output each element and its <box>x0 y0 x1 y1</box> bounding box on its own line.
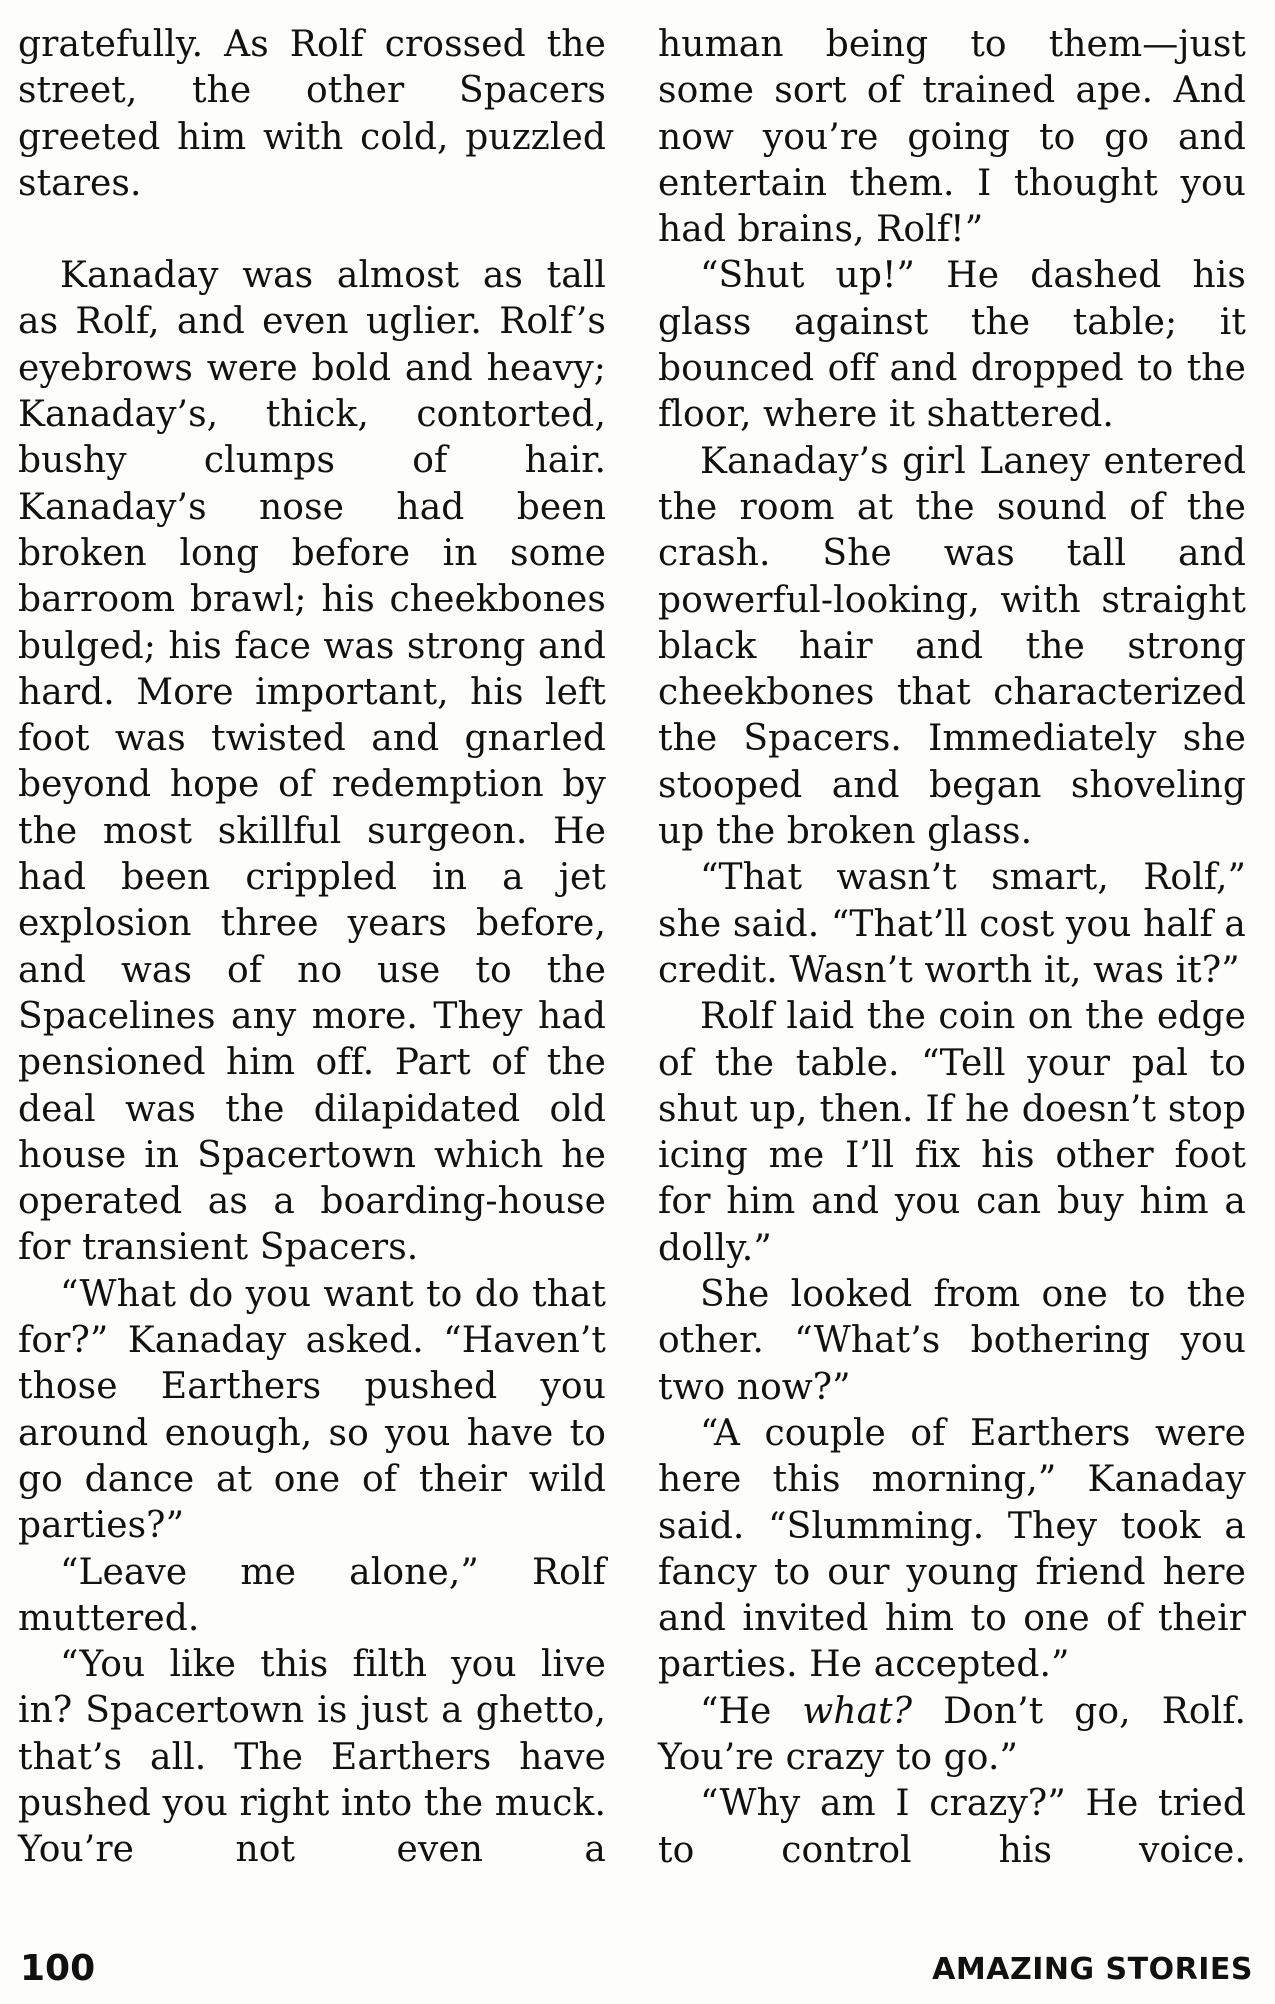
page-number: 100 <box>20 1948 96 1989</box>
magazine-title: AMAZING STORIES <box>932 1952 1253 1987</box>
text-run: Don’t go, Rolf. You’re crazy to go.” <box>658 1690 1246 1778</box>
right-column <box>658 22 1246 1874</box>
paragraph: Rolf laid the coin on the edge of the table. “Tell your pal to shut up, then. If he doesn’t stop icing me I’ll fix his other foot for him and you can buy him a dolly.” <box>658 996 1246 1269</box>
paragraph: “Leave me alone,” Rolf muttered. <box>18 1551 606 1639</box>
paragraph: She looked from one to the other. “What’s bothering you two now?” <box>658 1274 1246 1408</box>
paragraph <box>658 1689 1246 1782</box>
paragraph: Kanaday’s girl Laney entered the room at the sound of the crash. She was tall and powerful-looking, with straight black hair and the strong cheekbones that characterized the Spacers. Immediately she stooped and began shoveling up the broken glass. <box>658 440 1246 853</box>
paragraph: “That wasn’t smart, Rolf,” she said. “That’ll cost you half a credit. Wasn’t worth it, was it?” <box>658 857 1246 991</box>
paragraph: Kanaday was almost as tall as Rolf, and even uglier. Rolf’s eyebrows were bold and heavy; Kanaday’s, thick, contorted, bushy clumps of hair. Kanaday’s nose had been broken long before in some barroom brawl; his cheekbones bulged; his face was strong and hard. More important, his left foot was twisted and gnarled beyond hope of redemption by the most skillful surgeon. He had been crippled in a jet explosion three years before, and was of no use to the Spacelines any more. They had pensioned him off. Part of the deal was the dilapidated old house in Spacertown which he operated as a boarding-house for transient Spacers. <box>18 255 606 1269</box>
paragraph: “Shut up!” He dashed his glass against the table; it bounced off and dropped to the floor, where it shattered. <box>658 255 1246 436</box>
paragraph: gratefully. As Rolf crossed the street, the other Spacers greeted him with cold, puzzled stares. <box>18 24 606 204</box>
paragraph: “Why am I crazy?” He tried to control his voice. <box>658 1783 1246 1871</box>
left-column <box>18 22 606 1874</box>
paragraph: “What do you want to do that for?” Kanaday asked. “Haven’t those Earthers pushed you around enough, so you have to go dance at one of their wild parties?” <box>18 1273 606 1547</box>
paragraph: “You like this filth you live in? Spacertown is just a ghetto, that’s all. The Earthers have pushed you right into the muck. You’re not even a <box>18 1644 606 1871</box>
paragraph: human being to them—just some sort of trained ape. And now you’re going to go and entertain them. I thought you had brains, Rolf!” <box>658 24 1246 251</box>
emphasis: what? <box>802 1690 913 1732</box>
text-run: “He <box>700 1690 803 1732</box>
paragraph: “A couple of Earthers were here this morning,” Kanaday said. “Slumming. They took a fancy to our young friend here and invited him to one of their parties. He accepted.” <box>658 1412 1246 1686</box>
